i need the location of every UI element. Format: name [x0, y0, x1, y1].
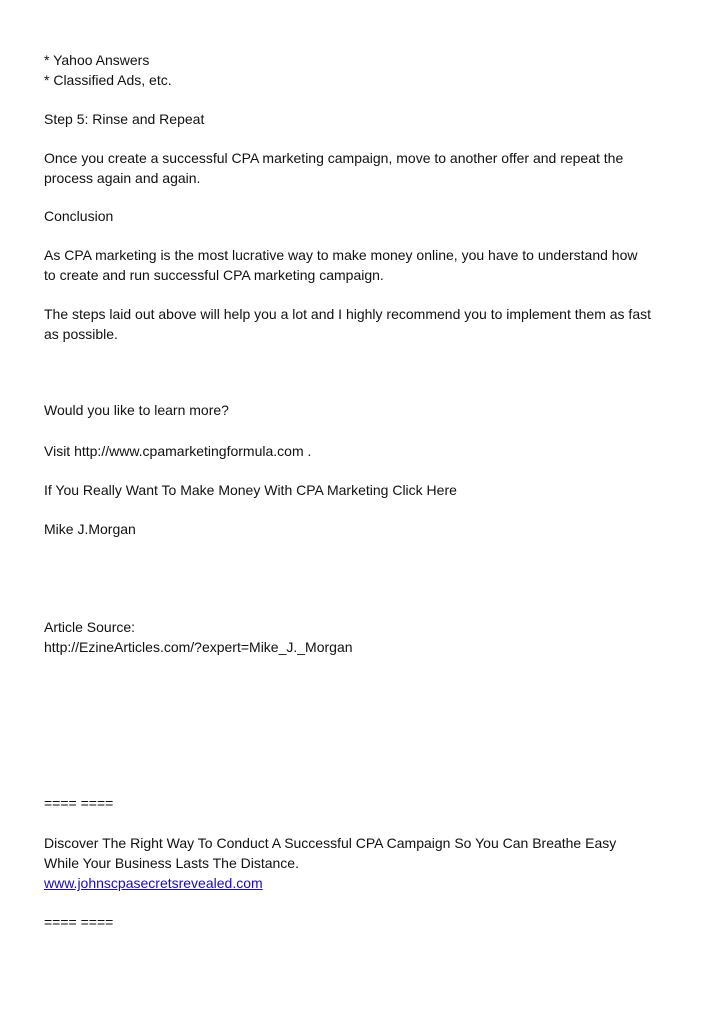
promo-link[interactable]: www.johnscpasecretsrevealed.com: [44, 875, 263, 891]
click-here-text: If You Really Want To Make Money With CPA Marketing Click Here: [44, 482, 457, 498]
conclusion-paragraph2-line1: The steps laid out above will help you a lot and I highly recommend you to implement them as fast: [44, 306, 651, 322]
step5-paragraph-line2: process again and again.: [44, 170, 201, 186]
list-item-yahoo-answers: * Yahoo Answers: [44, 52, 150, 68]
promo-text-line2: While Your Business Lasts The Distance.: [44, 855, 299, 871]
learn-more-question: Would you like to learn more?: [44, 402, 229, 418]
promo-link-line: [44, 873, 694, 893]
step5-heading: Step 5: Rinse and Repeat: [44, 111, 205, 127]
conclusion-paragraph1-line1: As CPA marketing is the most lucrative way to make money online, you have to understand how: [44, 247, 638, 263]
article-source-url: http://EzineArticles.com/?expert=Mike_J._Morgan: [44, 639, 353, 655]
visit-website-text: Visit http://www.cpamarketingformula.com .: [44, 443, 312, 459]
conclusion-paragraph2-line2: as possible.: [44, 326, 118, 342]
article-source-label: Article Source:: [44, 619, 136, 635]
promo-text-line1: Discover The Right Way To Conduct A Successful CPA Campaign So You Can Breathe Easy: [44, 835, 617, 851]
step5-paragraph-line1: Once you create a successful CPA marketing campaign, move to another offer and repeat the: [44, 150, 624, 166]
list-item-classified-ads: * Classified Ads, etc.: [44, 72, 172, 88]
conclusion-paragraph1-line2: to create and run successful CPA marketing campaign.: [44, 267, 384, 283]
separator-bottom: ==== ====: [44, 914, 114, 930]
author-name: Mike J.Morgan: [44, 521, 136, 537]
conclusion-heading: Conclusion: [44, 208, 114, 224]
separator-top: ==== ====: [44, 795, 114, 811]
